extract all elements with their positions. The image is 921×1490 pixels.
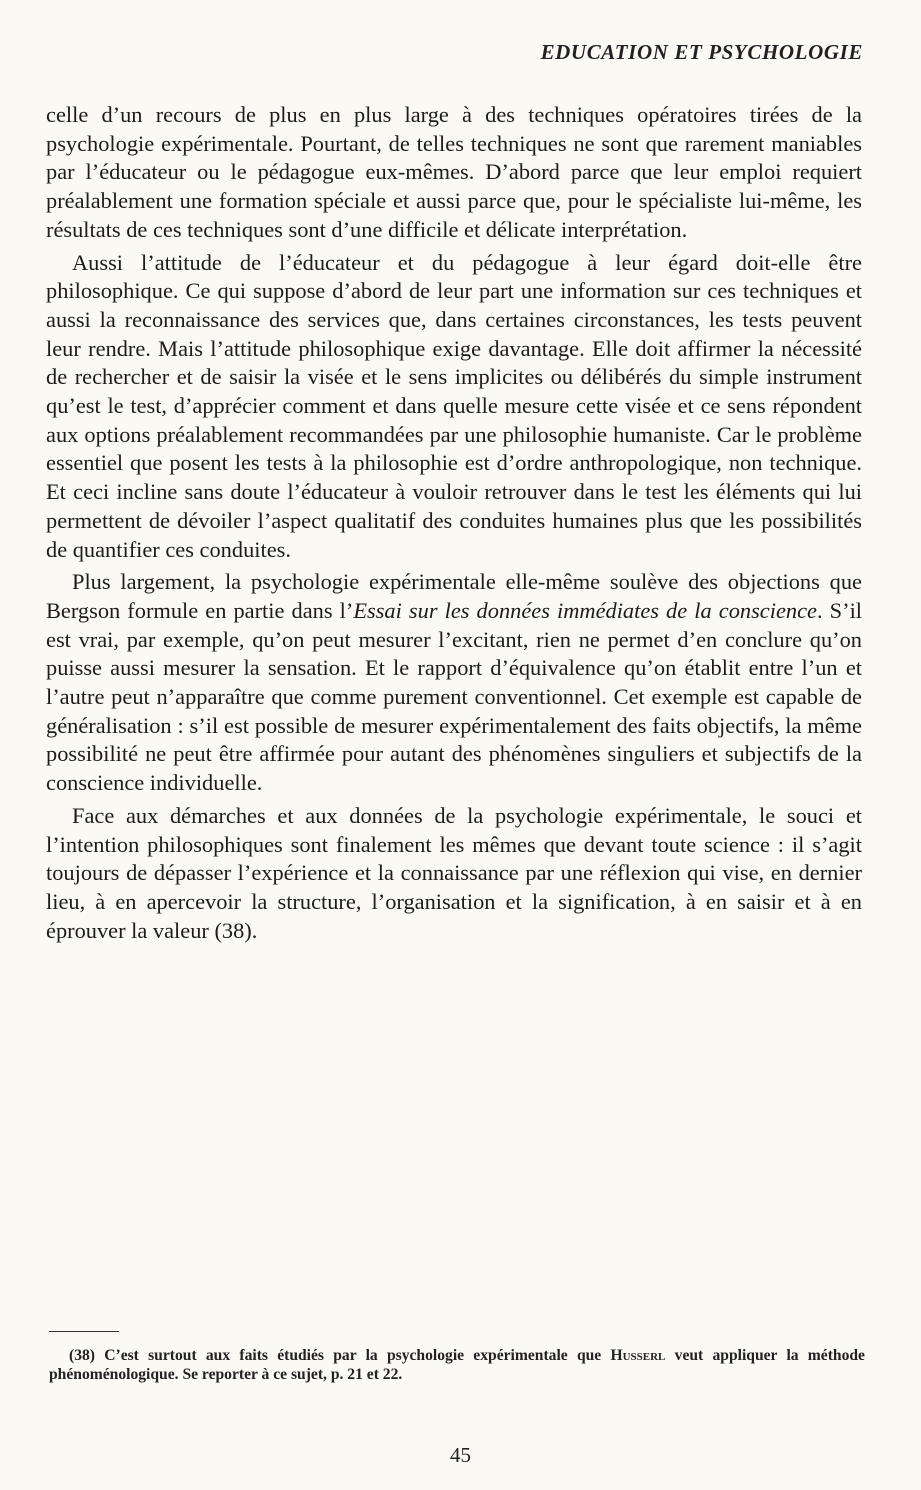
footnote-text-lead: C’est surtout aux faits étudiés par la psychologie expérimentale que <box>104 1347 602 1364</box>
footnote <box>49 1346 865 1384</box>
footnote-marker: (38) <box>69 1347 95 1364</box>
paragraph-4: Face aux démarches et aux données de la psychologie expérimentale, le souci et l’intention philosophiques sont finalement les mêmes que devant toute science : il s’agit toujours de dépasser l’expérience et la connaissance par une réflexion qui vise, en dernier lieu, à en apercevoir la structure, l’organisation et la signification, à en saisir et à en éprouver la valeur (38). <box>46 802 862 943</box>
paragraph-3-rest: . S’il est vrai, par exemple, qu’on peut mesurer l’excitant, rien ne permet d’en conclure qu’on puisse aussi mesurer la sensation. Et le rapport d’équivalence qu’on établit entre l’un et l’autre peut n’apparaître que comme purement conventionnel. Cet exemple est capable de généralisation : s’il est possible de mesurer expérimentalement des faits objectifs, la même possibilité ne peut être affirmée pour autant des phénomènes singuliers et subjectifs de la conscience individuelle. <box>46 597 863 796</box>
footnote-author: Husserl <box>610 1347 666 1364</box>
body-text <box>46 101 862 945</box>
footnote-text-rest: veut appliquer la méthode phénoménologique. Se reporter à ce sujet, p. 21 et 22. <box>49 1347 865 1383</box>
paragraph-3 <box>46 568 862 798</box>
footnote-divider <box>49 1331 119 1332</box>
paragraph-1: celle d’un recours de plus en plus large à des techniques opératoires tirées de la psychologie expérimentale. Pourtant, de telles techniques ne sont que rarement maniables par l’éducateur ou le pédagogue eux-mêmes. D’abord parce que leur emploi requiert préalablement une formation spéciale et aussi parce que, pour le spécialiste lui-même, les résultats de ces techniques sont d’une difficile et délicate interprétation. <box>46 102 862 242</box>
running-header: EDUCATION ET PSYCHOLOGIE <box>540 40 863 64</box>
page-number: 45 <box>450 1443 471 1467</box>
paragraph-3-lead: Plus largement, la psychologie expérimentale elle-même soulève des objections que Bergson formule en partie dans l’ <box>46 569 862 623</box>
paragraph-2: Aussi l’attitude de l’éducateur et du pédagogue à leur égard doit-elle être philosophique. Ce qui suppose d’abord de leur part une information sur ces techniques et aussi la reconnaissance des services que, dans certaines circonstances, les tests peuvent leur rendre. Mais l’attitude philosophique exige davantage. Elle doit affirmer la nécessité de rechercher et de saisir la visée et le sens implicites ou délibérés du simple instrument qu’est le test, d’apprécier comment et dans quelle mesure cette visée et ce sens répondent aux options préalablement recommandées par une philosophie humaniste. Car le problème essentiel que posent les tests à la philosophie est d’ordre anthropologique, non technique. Et ceci incline sans doute l’éducateur à vouloir retrouver dans le test les éléments qui lui permettent de dévoiler l’aspect qualitatif des conduites humaines plus que les possibilités de quantifier ces conduites. <box>46 249 862 562</box>
book-title-italic: Essai sur les données immédiates de la conscience <box>353 597 817 623</box>
